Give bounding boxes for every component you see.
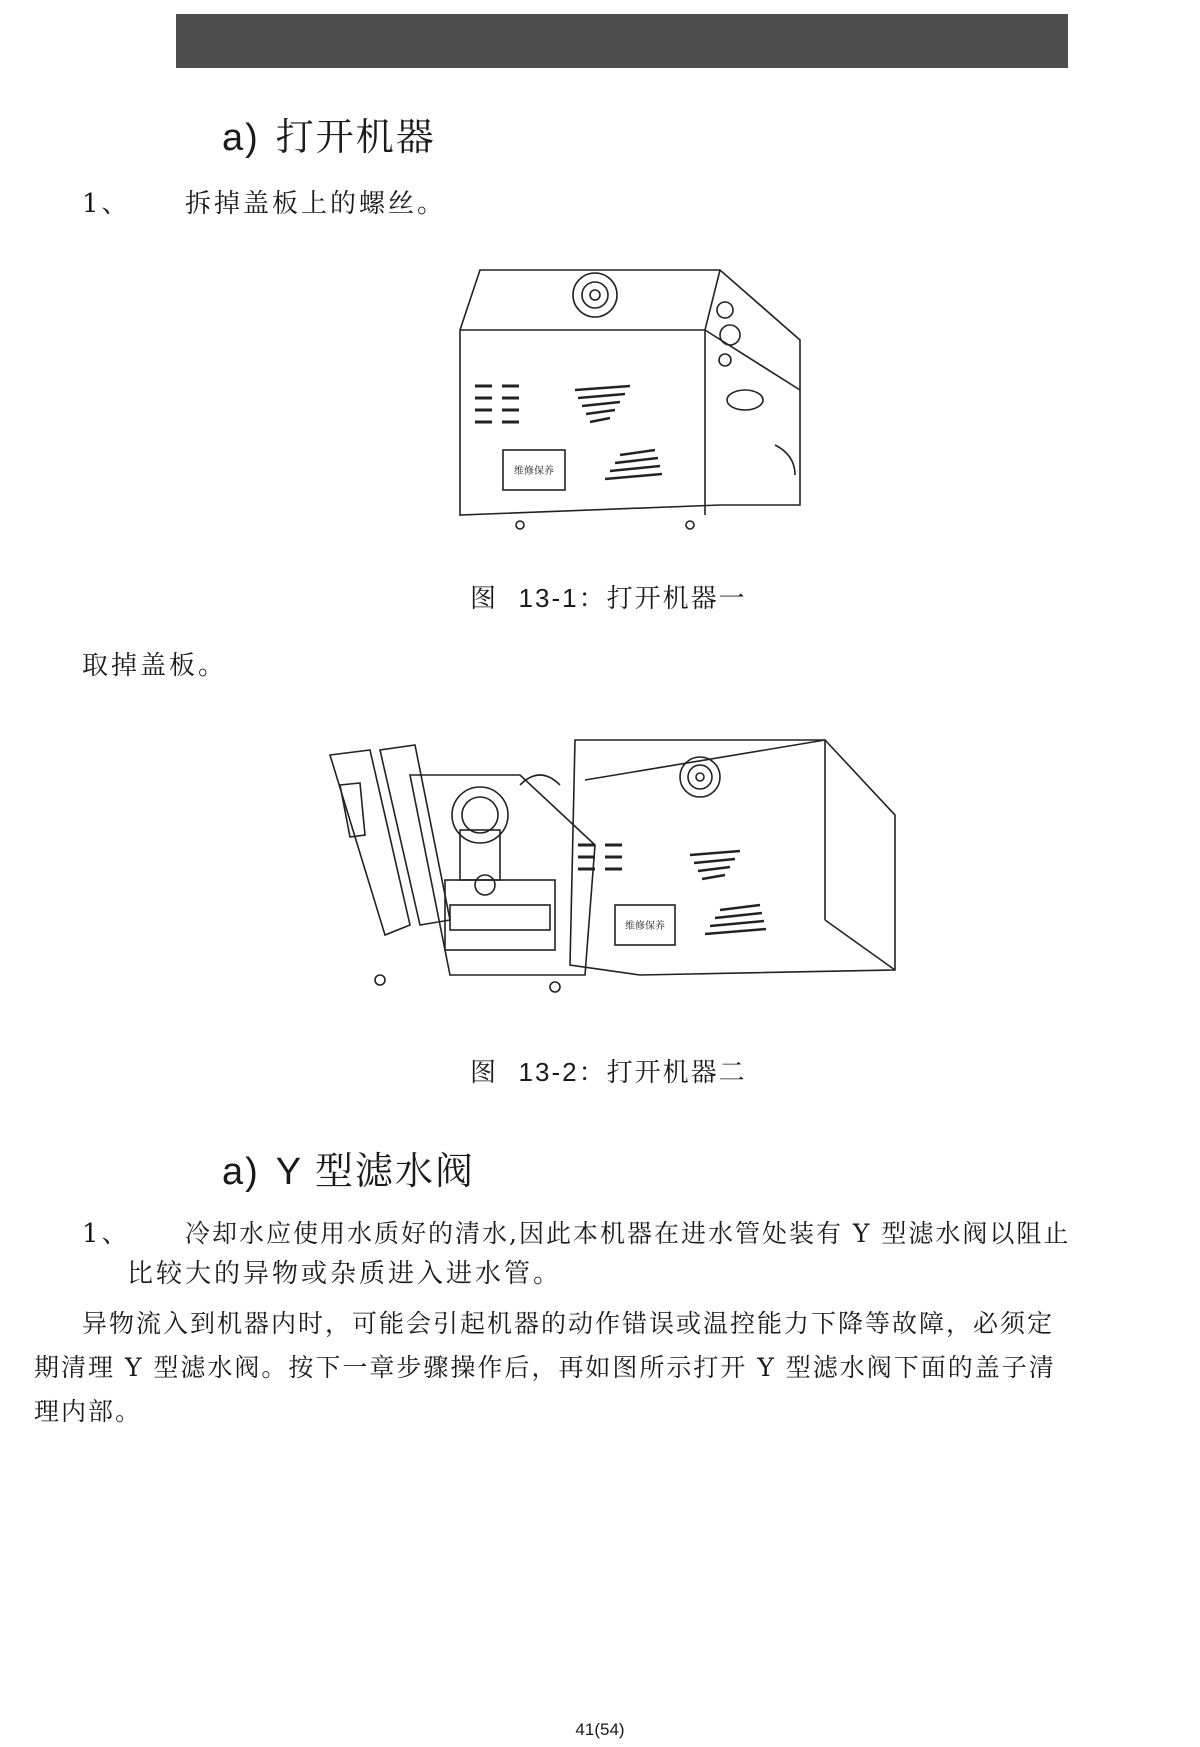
step-remove-screws: [82, 184, 446, 224]
section-heading-y-filter: [222, 1140, 475, 1195]
section-heading-open-machine: [222, 106, 436, 161]
section-label: a): [222, 117, 260, 159]
panel-label: 维修保养: [514, 466, 554, 477]
step-number: 1、: [82, 1219, 131, 1249]
step-y-filter: [82, 1214, 1182, 1294]
page-number: 41(54): [575, 1720, 625, 1739]
caption-text: 打开机器二: [606, 1058, 747, 1088]
figure-13-1-machine-closed: [440, 260, 810, 550]
figure-13-2-machine-opened: [320, 725, 910, 1005]
section-title: 打开机器: [275, 117, 436, 159]
para-line-2: 期清理 Y 型滤水阀。按下一章步骤操作后，再如图所示打开 Y 型滤水阀下面的盖子清: [34, 1353, 1056, 1382]
step-line-1: 冷却水应使用水质好的清水,因此本机器在进水管处装有 Y 型滤水阀以阻止: [185, 1219, 1071, 1248]
header-bar: [176, 14, 1068, 68]
step-line-2: 比较大的异物或杂质进入进水管。: [127, 1259, 563, 1289]
section-title: Y 型滤水阀: [275, 1151, 476, 1193]
figure-caption-13-1: [470, 578, 747, 615]
caption-prefix: 图: [470, 1058, 499, 1088]
caption-number: 13-2：: [518, 1057, 607, 1087]
step-number: 1、: [82, 189, 131, 219]
caption-prefix: 图: [470, 584, 499, 614]
figure-caption-13-2: [470, 1052, 747, 1089]
para-line-3: 理内部。: [34, 1397, 143, 1426]
para-line-1: 异物流入到机器内时，可能会引起机器的动作错误或温控能力下降等故障，必须定: [82, 1309, 1055, 1338]
para-maintenance: [34, 1302, 1194, 1434]
section-label: a): [222, 1151, 260, 1193]
para-remove-cover: 取掉盖板。: [82, 651, 228, 681]
step-text: 拆掉盖板上的螺丝。: [185, 189, 447, 219]
panel-label: 维修保养: [625, 921, 665, 932]
caption-text: 打开机器一: [606, 584, 747, 614]
caption-number: 13-1：: [518, 583, 607, 613]
